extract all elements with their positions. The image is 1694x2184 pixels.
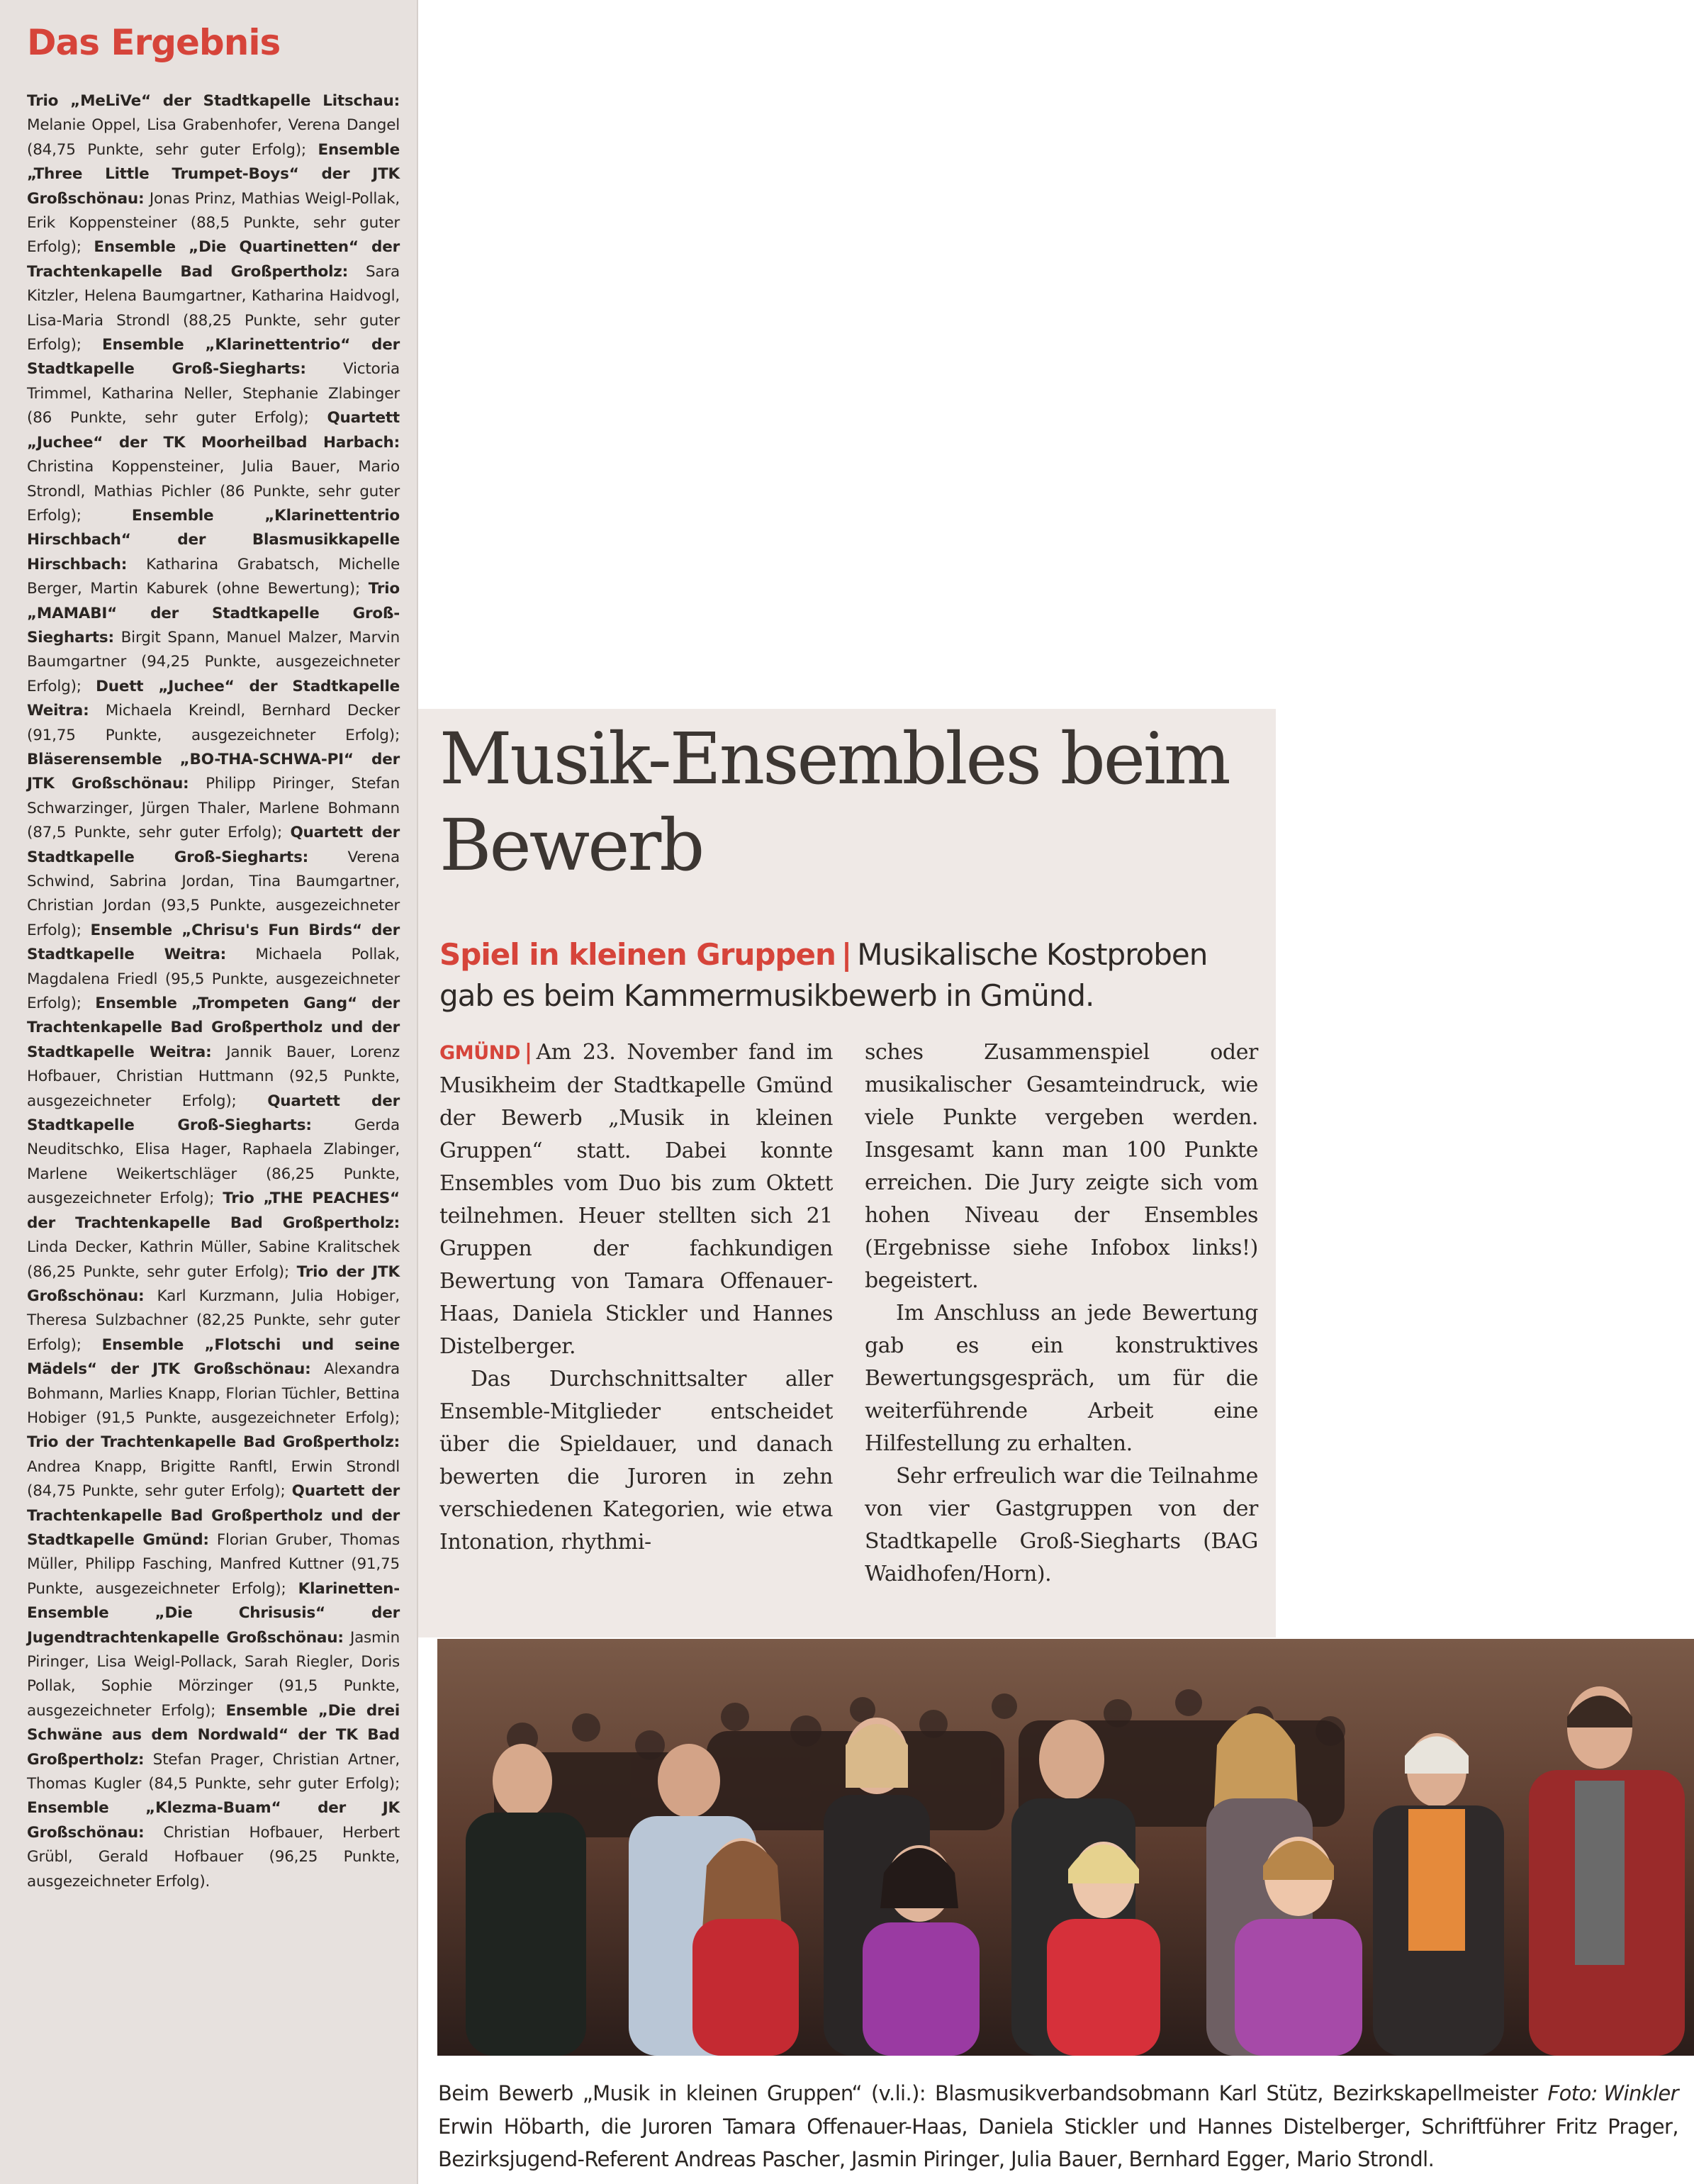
ensemble-details: Victoria Trimmel, Katharina Neller, Stephanie Zlabinger (86 Punkte, sehr guter Erfolg); — [27, 360, 400, 427]
ensemble-details: Christian Hofbauer, Herbert Grübl, Gerald Hofbauer (96,25 Punkte, ausgezeichneter Erfolg). — [27, 1823, 400, 1891]
caption-text: Beim Bewerb „Musik in kleinen Gruppen“ (v.li.): Blasmusikverbandsobmann Karl Stütz, Bezirkskapellmeister Erwin Höbarth, die Juroren Tamara Offenauer-Haas, Daniela Stickler und Hannes Distelberger, Schriftführer Fritz Prager, Bezirksjugend-Referent Andreas Pascher, Jasmin Piringer, Julia Bauer, Bernhard Egger, Mario Strondl. — [438, 2081, 1678, 2171]
results-infobox — [0, 0, 418, 2184]
subheadline-text: Musikalische Kostproben gab es beim Kammermusikbewerb in Gmünd. — [439, 937, 1208, 1013]
result-entry — [27, 1580, 400, 1720]
dateline: GMÜND — [439, 1042, 520, 1064]
ensemble-details: Michaela Kreindl, Bernhard Decker (91,75 Punkte, ausgezeichneter Erfolg); — [27, 702, 400, 744]
infobox-title: Das Ergebnis — [27, 22, 281, 63]
ensemble-name: Quartett der Trachtenkapelle Bad Großpertholz und der Stadtkapelle Gmünd: — [27, 1482, 400, 1549]
ensemble-details: Jasmin Piringer, Lisa Weigl-Pollack, Sarah Riegler, Doris Pollak, Sophie Mörzinger (91,5 Punkte, ausgezeichneter Erfolg); — [27, 1628, 400, 1720]
ensemble-details: Alexandra Bohmann, Marlies Knapp, Florian Tüchler, Bettina Hobiger (91,5 Punkte, ausgezeichneter Erfolg); — [27, 1360, 400, 1427]
ensemble-details: Andrea Knapp, Brigitte Ranftl, Erwin Strondl (84,75 Punkte, sehr guter Erfolg); — [27, 1457, 400, 1501]
ensemble-name: Ensemble „Die drei Schwäne aus dem Nordwald“ der TK Bad Großpertholz: — [27, 1701, 400, 1769]
ensemble-details: Birgit Spann, Manuel Malzer, Marvin Baumgartner (94,25 Punkte, ausgezeichneter Erfolg); — [27, 628, 400, 695]
ensemble-details: Michaela Pollak, Magdalena Friedl (95,5 Punkte, ausgezeichneter Erfolg); — [27, 946, 400, 1013]
results-list — [27, 89, 400, 1894]
ensemble-name: Ensemble „Klezma-Buam“ der JK Großschönau: — [27, 1799, 400, 1842]
ensemble-details: Sara Kitzler, Helena Baumgartner, Katharina Haidvogl, Lisa-Maria Strondl (88,25 Punkte, sehr guter Erfolg); — [27, 262, 400, 354]
paragraph-text: Am 23. November fand im Musikheim der Stadtkapelle Gmünd der Bewerb „Musik in kleinen Gruppen“ statt. Dabei konnte Ensembles vom Duo bis zum Oktett teilnehmen. Heuer stellten sich 21 Gruppen der fachkundigen Bewertung von Tamara Offenauer-Haas, Daniela Stickler und Hannes Distelberger. — [439, 1040, 833, 1359]
group-photo — [437, 1639, 1694, 2056]
dateline-separator: | — [524, 1040, 532, 1065]
ensemble-name: Ensemble „Klarinettentrio Hirschbach“ der Blasmusikkapelle Hirschbach: — [27, 506, 400, 573]
ensemble-details: Gerda Neuditschko, Elisa Hager, Raphaela Zlabinger, Marlene Weikertschläger (86,25 Punkte, ausgezeichneter Erfolg); — [27, 1116, 400, 1208]
ensemble-name: Quartett der Stadtkapelle Groß-Siegharts: — [27, 1092, 400, 1135]
article-headline: Musik-Ensembles beim Bewerb — [439, 717, 1229, 887]
ensemble-name: Trio der Trachtenkapelle Bad Großpertholz: — [27, 1433, 400, 1452]
ensemble-name: Ensemble „Die Quartinetten“ der Trachtenkapelle Bad Großpertholz: — [27, 238, 400, 281]
ensemble-details: Karl Kurzmann, Julia Hobiger, Theresa Sulzbachner (82,25 Punkte, sehr guter Erfolg); — [27, 1287, 400, 1354]
ensemble-details: Jannik Bauer, Lorenz Hofbauer, Christian Huttmann (92,5 Punkte, ausgezeichneter Erfolg); — [27, 1043, 400, 1110]
article-column-2 — [865, 1036, 1258, 1591]
result-entry — [27, 1799, 400, 1890]
article-kicker: Spiel in kleinen Gruppen — [439, 937, 836, 972]
ensemble-details: Katharina Grabatsch, Michelle Berger, Martin Kaburek (ohne Bewertung); — [27, 555, 400, 598]
ensemble-details: Florian Gruber, Thomas Müller, Philipp Fasching, Manfred Kuttner (91,75 Punkte, ausgezeichneter Erfolg); — [27, 1530, 400, 1598]
ensemble-details: Christina Koppensteiner, Julia Bauer, Mario Strondl, Mathias Pichler (86 Punkte, sehr guter Erfolg); — [27, 458, 400, 525]
ensemble-name: Ensemble „Three Little Trumpet-Boys“ der JTK Großschönau: — [27, 140, 400, 208]
ensemble-name: Quartett der Stadtkapelle Groß-Siegharts: — [27, 824, 400, 866]
ensemble-details: Melanie Oppel, Lisa Grabenhofer, Verena Dangel (84,75 Punkte, sehr guter Erfolg); — [27, 116, 400, 159]
ensemble-name: Ensemble „Flotschi und seine Mädels“ der JTK Großschönau: — [27, 1335, 400, 1379]
article-paragraph: Sehr erfreulich war die Teilnahme von vier Gastgruppen von der Stadtkapelle Groß-Siegharts (BAG Waidhofen/Horn). — [865, 1464, 1258, 1586]
ensemble-name: Trio „THE PEACHES“ der Trachtenkapelle Bad Großpertholz: — [27, 1189, 400, 1232]
photo-caption — [438, 2077, 1678, 2176]
ensemble-name: Ensemble „Trompeten Gang“ der Trachtenkapelle Bad Großpertholz und der Stadtkapelle Weitra: — [27, 995, 400, 1061]
ensemble-name: Bläserensemble „BO-THA-SCHWA-PI“ der JTK Großschönau: — [27, 750, 400, 793]
article-paragraph — [439, 1036, 833, 1363]
ensemble-details: Philipp Piringer, Stefan Schwarzinger, Jürgen Thaler, Marlene Bohmann (87,5 Punkte, sehr guter Erfolg); — [27, 775, 400, 842]
ensemble-name: Ensemble „Chrisu's Fun Birds“ der Stadtkapelle Weitra: — [27, 921, 400, 964]
article-paragraph: sches Zusammenspiel oder musikalischer Gesamteindruck, wie viele Punkte vergeben werden. Insgesamt kann man 100 Punkte erreichen. Die Jury zeigte sich vom hohen Niveau der Ensembles (Ergebnisse siehe Infobox links!) begeistert. — [865, 1040, 1258, 1293]
ensemble-name: Duett „Juchee“ der Stadtkapelle Weitra: — [27, 677, 400, 720]
ensemble-name: Trio „MeLiVe“ der Stadtkapelle Litschau: — [27, 92, 400, 110]
article-paragraph: Im Anschluss an jede Bewertung gab es ein konstruktives Bewertungsgespräch, um für die weiterführende Arbeit eine Hilfestellung zu erhalten. — [865, 1301, 1258, 1456]
ensemble-details: Stefan Prager, Christian Artner, Thomas Kugler (84,5 Punkte, sehr guter Erfolg); — [27, 1750, 400, 1793]
ensemble-details: Linda Decker, Kathrin Müller, Sabine Kralitschek (86,25 Punkte, sehr guter Erfolg); — [27, 1238, 400, 1281]
article-subheadline — [439, 934, 1269, 1017]
ensemble-name: Ensemble „Klarinettentrio“ der Stadtkapelle Groß-Siegharts: — [27, 336, 400, 379]
ensemble-name: Quartett „Juchee“ der TK Moorheilbad Harbach: — [27, 409, 400, 452]
article-paragraph: Das Durchschnittsalter aller Ensemble-Mitglieder entscheidet über die Spieldauer, und danach bewerten die Juroren in zehn verschiedenen Kategorien, wie etwa Intonation, rhythmi- — [439, 1367, 833, 1555]
ensemble-name: Klarinetten-Ensemble „Die Chrisusis“ der Jugendtrachtenkapelle Großschönau: — [27, 1579, 400, 1647]
photo-credit: Foto: Winkler — [1547, 2081, 1678, 2105]
ensemble-details: Verena Schwind, Sabrina Jordan, Tina Baumgartner, Christian Jordan (93,5 Punkte, ausgezeichneter Erfolg); — [27, 848, 400, 939]
article-column-1 — [439, 1036, 833, 1559]
ensemble-details: Jonas Prinz, Mathias Weigl-Pollak, Erik Koppensteiner (88,5 Punkte, sehr guter Erfolg); — [27, 189, 400, 257]
ensemble-name: Trio der JTK Großschönau: — [27, 1262, 400, 1305]
kicker-separator: | — [841, 937, 852, 972]
ensemble-name: Trio „MAMABI“ der Stadtkapelle Groß-Siegharts: — [27, 580, 400, 646]
group-photo-illustration — [437, 1639, 1694, 2056]
